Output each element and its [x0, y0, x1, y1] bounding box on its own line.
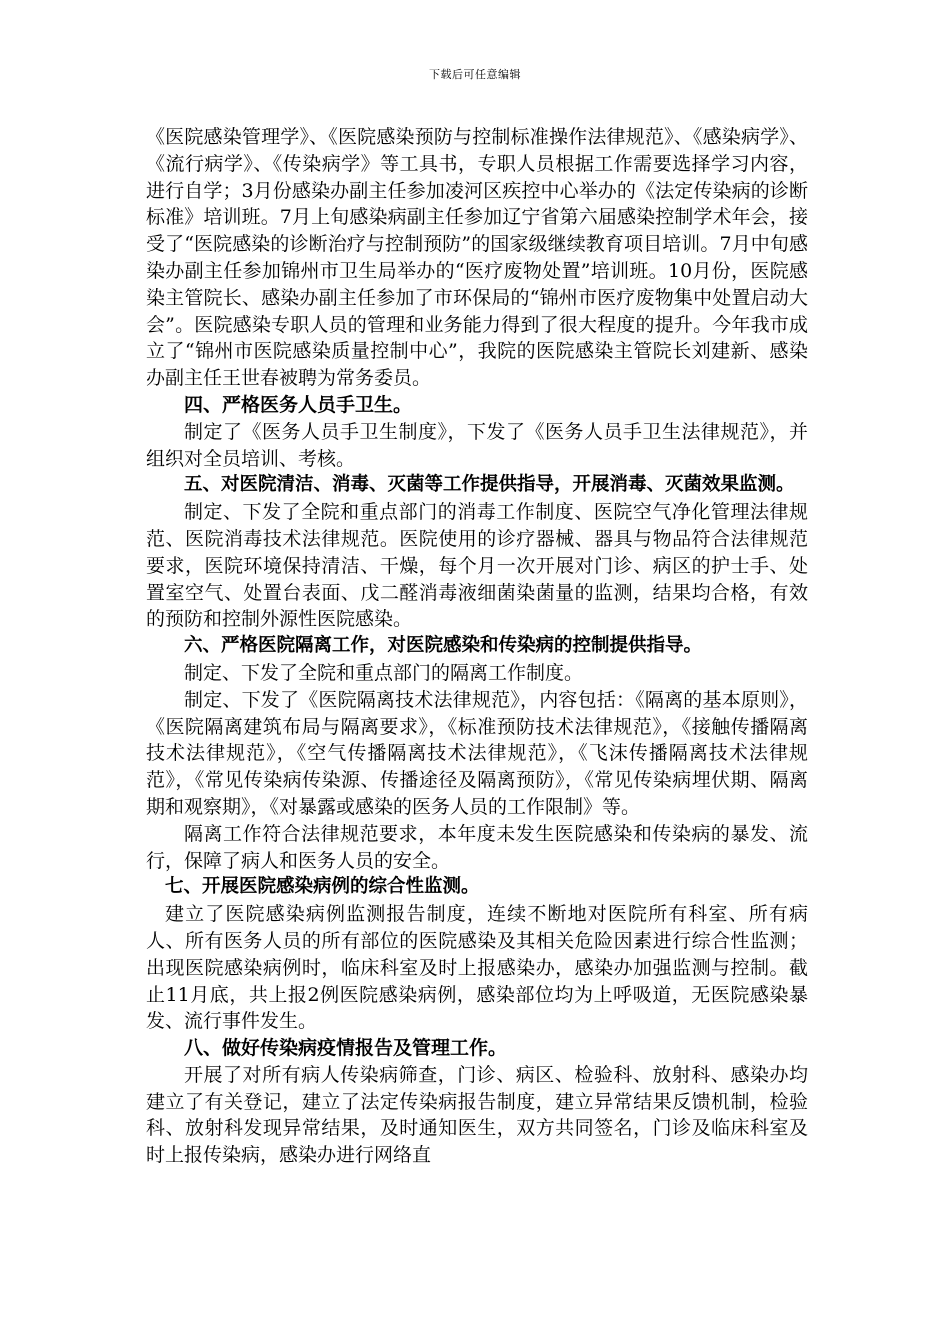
paragraph-isolation-norms: 制定、下发了《医院隔离技术法律规范》，内容包括：《隔离的基本原则》，《医院隔离建筑布局与隔离要求》，《标准预防技术法律规范》，《接触传播隔离技术法律规范》，《空气传播隔离技术法律规范》，《飞沫传播隔离技术法律规范》，《常见传染病传染源、传播途径及隔离预防》，《常见传染病埋伏期、隔离期和观察期》，《对暴露或感染的医务人员的工作限制》等。: [146, 688, 808, 818]
document-body: [146, 124, 808, 1169]
paragraph-hand-hygiene: 制定了《医务人员手卫生制度》，下发了《医务人员手卫生法律规范》，并组织对全员培训、考核。: [146, 420, 808, 470]
paragraph-disinfection: 制定、下发了全院和重点部门的消毒工作制度、医院空气净化管理法律规范、医院消毒技术法律规范。医院使用的诊疗器械、器具与物品符合法律规范要求，医院环境保持清洁、干燥，每个月一次开展对门诊、病区的护士手、处置室空气、处置台表面、戊二醛消毒液细菌染菌量的监测，结果均合格，有效的预防和控制外源性医院感染。: [146, 501, 808, 631]
heading-section-6: 六、严格医院隔离工作，对医院感染和传染病的控制提供指导。: [184, 635, 703, 657]
heading-section-7: 七、开展医院感染病例的综合性监测。: [165, 876, 480, 898]
heading-section-4: 四、严格医务人员手卫生。: [184, 393, 413, 416]
paragraph-isolation-result: 隔离工作符合法律规范要求，本年度未发生医院感染和传染病的暴发、流行，保障了病人和医务人员的安全。: [146, 822, 808, 872]
heading-section-8: 八、做好传染病疫情报告及管理工作。: [184, 1037, 508, 1060]
heading-section-5: 五、对医院清洁、消毒、灭菌等工作提供指导，开展消毒、灭菌效果监测。: [184, 474, 795, 496]
paragraph-isolation-system: 制定、下发了全院和重点部门的隔离工作制度。: [184, 661, 584, 684]
paragraph-monitoring: 建立了医院感染病例监测报告制度，连续不断地对医院所有科室、所有病人、所有医务人员的所有部位的医院感染及其相关危险因素进行综合性监测；出现医院感染病例时，临床科室及时上报感染办，感染办加强监测与控制。截止11月底，共上报2例医院感染病例，感染部位均为上呼吸道，无医院感染暴发、流行事件发生。: [146, 903, 808, 1033]
page-header: 下载后可任意编辑: [429, 68, 521, 81]
paragraph-training: 《医院感染管理学》、《医院感染预防与控制标准操作法律规范》、《感染病学》、《流行病学》、《传染病学》等工具书，专职人员根据工作需要选择学习内容，进行自学；3月份感染办副主任参加凌河区疾控中心举办的《法定传染病的诊断标准》培训班。7月上旬感染病副主任参加辽宁省第六届感染控制学术年会，接受了“医院感染的诊断治疗与控制预防”的国家级继续教育项目培训。7月中旬感染办副主任参加锦州市卫生局举办的“医疗废物处置”培训班。10月份，医院感染主管院长、感染办副主任参加了市环保局的“锦州市医疗废物集中处置启动大会”。医院感染专职人员的管理和业务能力得到了很大程度的提升。今年我市成立了“锦州市医院感染质量控制中心”，我院的医院感染主管院长刘建新、感染办副主任王世春被聘为常务委员。: [146, 126, 808, 390]
paragraph-epidemic-report: 开展了对所有病人传染病筛查，门诊、病区、检验科、放射科、感染办均建立了有关登记，建立了法定传染病报告制度，建立异常结果反馈机制，检验科、放射科发现异常结果，及时通知医生，双方共同签名，门诊及临床科室及时上报传染病，感染办进行网络直: [146, 1063, 808, 1167]
